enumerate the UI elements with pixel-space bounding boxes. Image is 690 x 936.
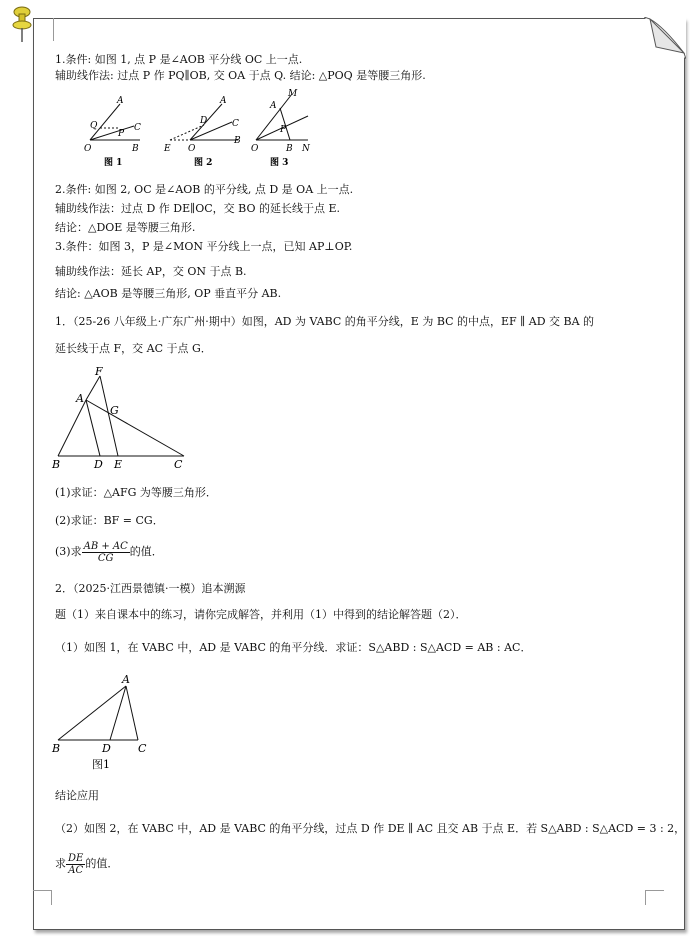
text-prefix: (3)求: [55, 545, 82, 558]
label: E: [114, 458, 123, 471]
label: P: [118, 129, 125, 139]
label: B: [132, 144, 139, 154]
figure-1: [82, 92, 152, 170]
question-2-intro: 题（1）来自课本中的练习，请你完成解答，并利用（1）中得到的结论解答题（2）．: [55, 608, 467, 621]
condition-2-line: 2.条件: 如图 2, OC 是∠AOB 的平分线, 点 D 是 OA 上一点.: [55, 183, 354, 196]
label: E: [164, 144, 171, 154]
question-2-figure: [48, 672, 158, 777]
numerator: DE: [68, 852, 84, 864]
label: C: [174, 458, 183, 471]
figure-3: [250, 86, 320, 170]
label: A: [270, 101, 277, 111]
margin-marker: [53, 18, 54, 41]
text-suffix: 的值．: [85, 857, 119, 870]
label: M: [288, 89, 298, 99]
condition-3-line: 3.条件：如图 3，P 是∠MON 平分线上一点，已知 AP⊥OP.: [55, 240, 353, 253]
denominator: AC: [68, 864, 84, 876]
label: O: [251, 144, 259, 154]
margin-marker: [33, 890, 52, 905]
text-prefix: 求: [55, 857, 66, 870]
label: B: [286, 144, 293, 154]
question-1-part3: [55, 538, 163, 566]
question-1-line2: 延长线于点 F，交 AC 于点 G．: [55, 342, 212, 355]
label: Q: [90, 121, 98, 131]
page-fold-corner: [644, 17, 686, 59]
figure-2: [160, 92, 250, 170]
pushpin-icon: [10, 4, 40, 44]
label: D: [102, 742, 111, 755]
fraction: [82, 541, 130, 564]
condition-2-method: 辅助线作法：过点 D 作 DE∥OC，交 BO 的延长线于点 E.: [55, 202, 340, 215]
condition-3-conclusion: 结论: △AOB 是等腰三角形, OP 垂直平分 AB.: [55, 287, 282, 300]
question-2-ask: [55, 850, 118, 878]
caption: 图 2: [194, 158, 213, 168]
label: B: [234, 136, 241, 146]
label: P: [280, 125, 287, 135]
question-2-part2: （2）如图 2，在 VABC 中，AD 是 VABC 的角平分线，过点 D 作 DE ∥ AC 且交 AB 于点 E．若 S△ABD : S△ACD = 3 : 2，: [55, 822, 686, 835]
label: N: [302, 144, 310, 154]
question-1-line1: 1．（25-26 八年级上·广东广州·期中）如图，AD 为 VABC 的角平分线，E 为 BC 的中点，EF ∥ AD 交 BA 的: [55, 315, 595, 328]
question-1-part2: (2)求证：BF = CG．: [55, 514, 164, 527]
question-1-figure: [48, 364, 198, 474]
question-2-heading: 2．（2025·江西景德镇·一模）追本溯源: [55, 582, 246, 595]
fraction: [66, 853, 85, 876]
label: O: [188, 144, 196, 154]
label: O: [84, 144, 92, 154]
label: A: [220, 96, 227, 106]
label: D: [94, 458, 103, 471]
label: F: [95, 365, 103, 378]
condition-2-conclusion: 结论：△DOE 是等腰三角形.: [55, 221, 196, 234]
label: A: [117, 96, 124, 106]
condition-3-method: 辅助线作法：延长 AP，交 ON 于点 B.: [55, 265, 247, 278]
label: A: [76, 392, 84, 405]
label: G: [110, 404, 119, 417]
label: C: [138, 742, 147, 755]
numerator: AB + AC: [83, 540, 128, 552]
label: B: [52, 742, 61, 755]
caption: 图1: [92, 758, 110, 771]
label: B: [52, 458, 61, 471]
margin-marker: [645, 890, 664, 905]
text-suffix: 的值．: [129, 545, 163, 558]
question-2-part1: （1）如图 1，在 VABC 中，AD 是 VABC 的角平分线．求证：S△ABD : S△ACD = AB : AC．: [55, 641, 532, 654]
condition-1-method: 辅助线作法: 过点 P 作 PQ∥OB, 交 OA 于点 Q. 结论: △POQ 是等腰三角形.: [55, 69, 426, 82]
conclusion-application: 结论应用: [55, 789, 99, 802]
denominator: CG: [97, 552, 114, 564]
label: C: [134, 123, 141, 133]
label: A: [122, 673, 130, 686]
label: C: [232, 119, 239, 129]
caption: 图 1: [104, 158, 123, 168]
question-1-part1: (1)求证：△AFG 为等腰三角形．: [55, 486, 217, 499]
caption: 图 3: [270, 158, 289, 168]
label: D: [200, 116, 208, 126]
condition-1-line: 1.条件: 如图 1, 点 P 是∠AOB 平分线 OC 上一点.: [55, 53, 303, 66]
